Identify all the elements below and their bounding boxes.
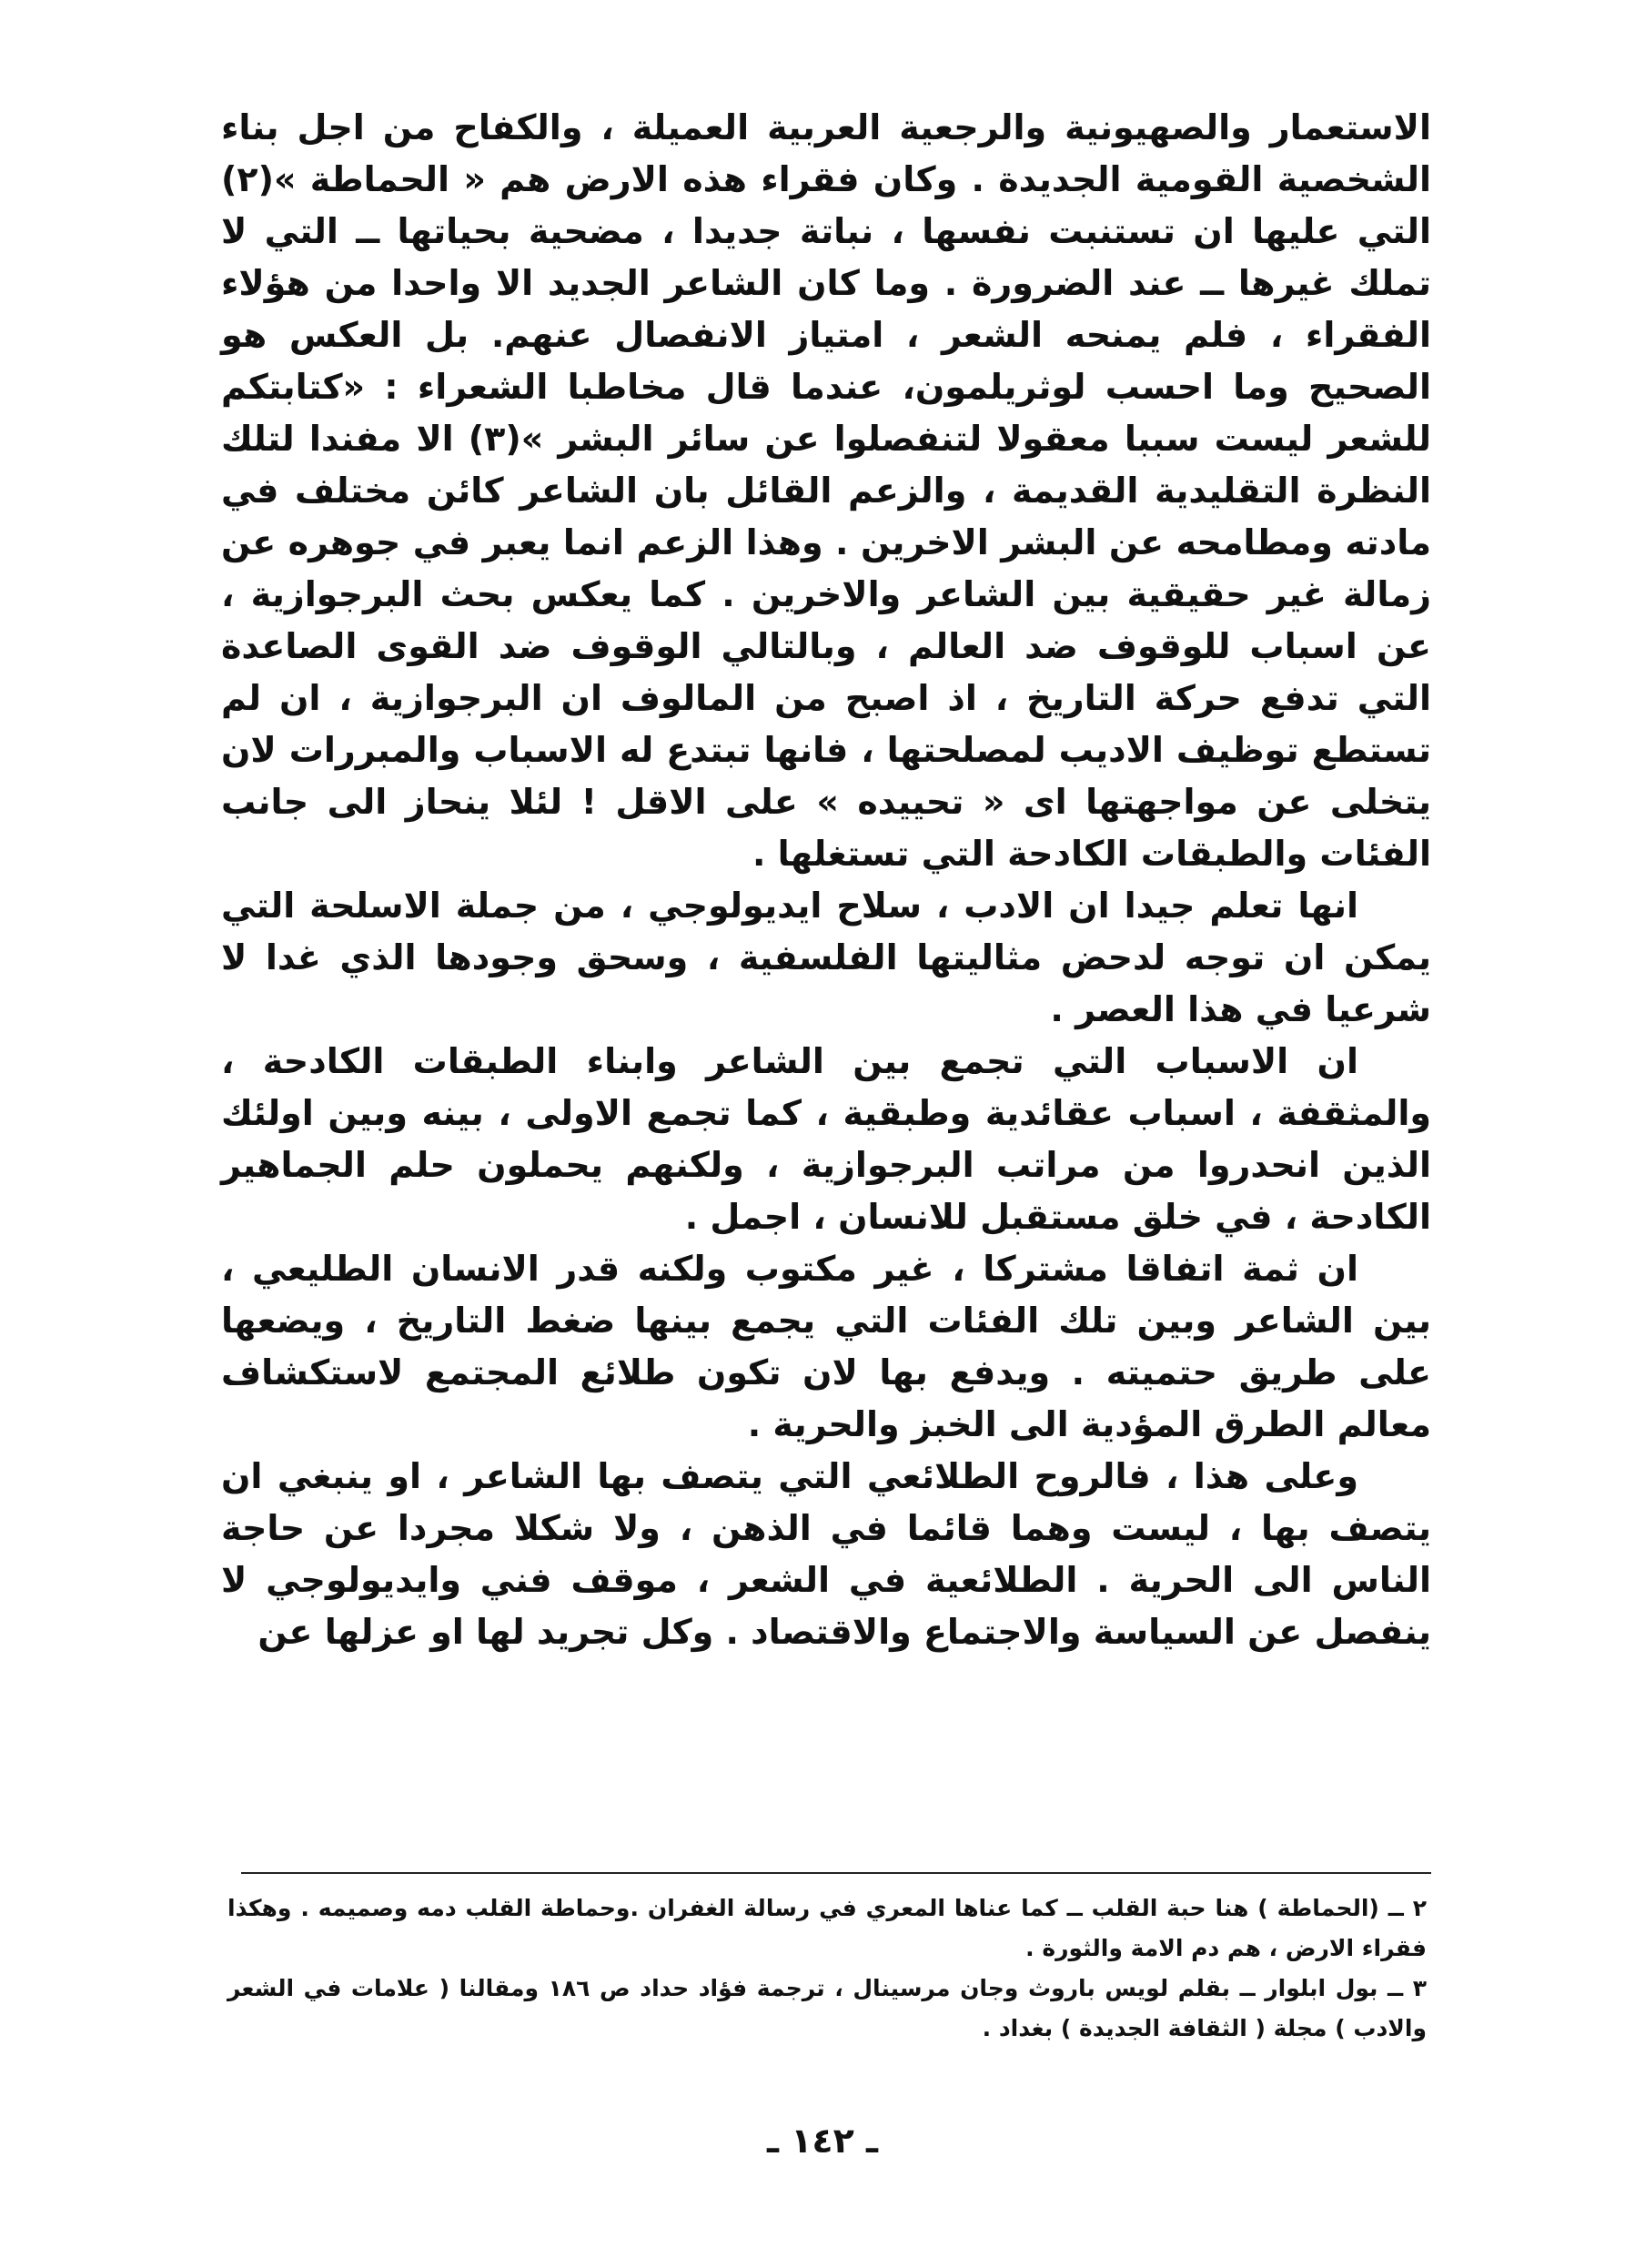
footnote-2: ٢ ــ (الحماطة ) هنا حبة القلب ــ كما عناها المعري في رسالة الغفران .وحماطة القلب دمه وصميمه . وهكذا فقراء الارض ، هم دم الامة والثورة . (227, 1895, 1427, 1961)
page-number: ـ ١٤٢ ـ (766, 2121, 879, 2161)
paragraph-3: ان الاسباب التي تجمع بين الشاعر وابناء الطبقات الكادحة ، والمثقفة ، اسباب عقائدية وطبقية ، كما تجمع الاولى ، بينه وبين اولئك الذين انحدروا من مراتب البرجوازية ، ولكنهم يحملون حلم الجماهير الكادحة ، في خلق مستقبل للانسان ، اجمل . (221, 1041, 1431, 1237)
paragraph-5: وعلى هذا ، فالروح الطلائعي التي يتصف بها الشاعر ، او ينبغي ان يتصف بها ، ليست وهما قائما في الذهن ، ولا شكلا مجردا عن حاجة الناس الى الحرية . الطلائعية في الشعر ، موقف فني وايديولوجي لا ينفصل عن السياسة والاجتماع والاقتصاد . وكل تجريد لها او عزلها عن (221, 1456, 1431, 1652)
paragraph-1: الاستعمار والصهيونية والرجعية العربية العميلة ، والكفاح من اجل بناء الشخصية القومية الجديدة . وكان فقراء هذه الارض هم « الحماطة »(٢) التي عليها ان تستنبت نفسها ، نباتة جديدا ، مضحية بحياتها ــ التي لا تملك غيرها ــ عند الضرورة . وما كان الشاعر الجديد الا واحدا من هؤلاء الفقراء ، فلم يمنحه الشعر ، امتياز الانفصال عنهم. بل العكس هو الصحيح وما احسب لوثريلمون، عندما قال مخاطبا الشعراء : «كتابتكم للشعر ليست سببا معقولا لتنفصلوا عن سائر البشر »(٣) الا مفندا لتلك النظرة التقليدية القديمة ، والزعم القائل بان الشاعر كائن مختلف في مادته ومطامحه عن البشر الاخرين . وهذا الزعم انما يعبر في جوهره عن زمالة غير حقيقية بين الشاعر والاخرين . كما يعكس بحث البرجوازية ، عن اسباب للوقوف ضد العالم ، وبالتالي الوقوف ضد القوى الصاعدة التي تدفع حركة التاريخ ، اذ اصبح من المالوف ان البرجوازية ، ان لم تستطع توظيف الاديب لمصلحتها ، فانها تبتدع له الاسباب والمبررات لان يتخلى عن مواجهتها اى « تحييده » على الاقل ! لئلا ينحاز الى جانب الفئات والطبقات الكادحة التي تستغلها . (221, 107, 1432, 874)
footnotes (227, 1888, 1427, 2049)
footnote-3: ٣ ــ بول ابلوار ــ بقلم لويس باروث وجان مرسينال ، ترجمة فؤاد حداد ص ١٨٦ ومقالنا ( علامات في الشعر والادب ) مجلة ( الثقافة الجديدة ) بغداد . (227, 1975, 1428, 2041)
paragraph-4: ان ثمة اتفاقا مشتركا ، غير مكتوب ولكنه قدر الانسان الطليعي ، بين الشاعر وبين تلك الفئات التي يجمع بينها ضغط التاريخ ، ويضعها على طريق حتميته . ويدفع بها لان تكون طلائع المجتمع لاستكشاف معالم الطرق المؤدية الى الخبز والحرية . (221, 1249, 1431, 1444)
paragraph-2: انها تعلم جيدا ان الادب ، سلاح ايديولوجي ، من جملة الاسلحة التي يمكن ان توجه لدحض مثاليتها الفلسفية ، وسحق وجودها الذي غدا لا شرعيا في هذا العصر . (221, 886, 1431, 1029)
main-text (221, 102, 1431, 1658)
footnote-divider (241, 1872, 1431, 1874)
